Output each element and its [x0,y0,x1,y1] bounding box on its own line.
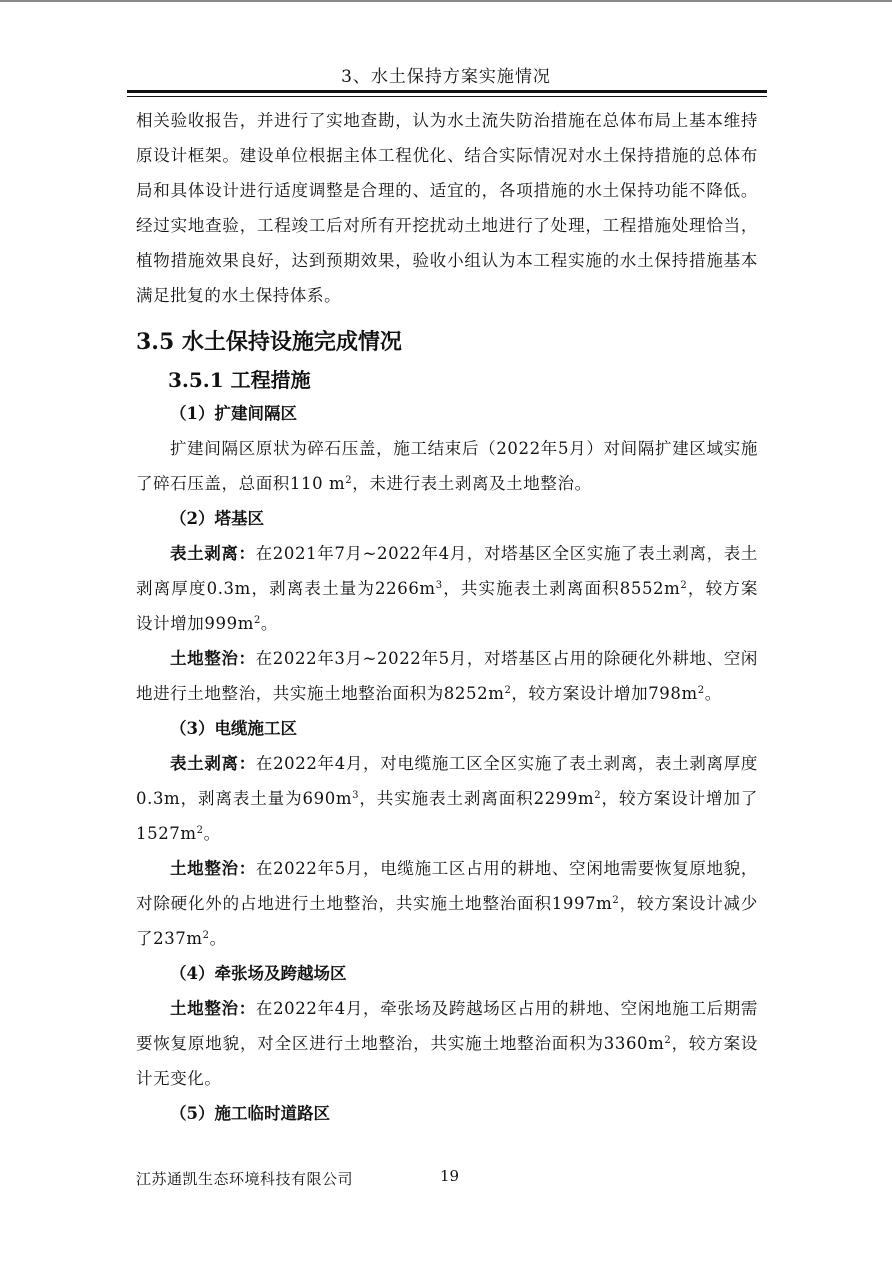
superscript: 2 [196,825,204,836]
cable-area-topsoil-paragraph [136,746,758,851]
item-heading-expansion-bay: （1）扩建间隔区 [170,404,297,423]
header-rule-thick [127,90,767,93]
intro-paragraph: 相关验收报告，并进行了实地查勘，认为水土流失防治措施在总体布局上基本维持原设计框架。建设单位根据主体工程优化、结合实际情况对水土保持措施的总体布局和具体设计进行适度调整是合理的、适宜的，各项措施的水土保持功能不降低。经过实地查验，工程竣工后对所有开挖扰动土地进行了处理，工程措施处理恰当，植物措施效果良好，达到预期效果，验收小组认为本工程实施的水土保持措施基本满足批复的水土保持体系。 [136,111,758,305]
header-rule-thin [127,96,767,97]
expansion-bay-paragraph [136,431,758,501]
superscript: 2 [504,685,512,696]
page-body [136,103,758,1131]
text-run: ，较方案设计增加了1527m [136,789,758,843]
lead-label: 土地整治： [170,999,256,1018]
superscript: 2 [594,790,602,801]
item-heading-tension-field: （4）牵张场及跨越场区 [170,964,347,983]
running-header-title: 3、水土保持方案实施情况 [341,67,551,87]
superscript: 3 [352,790,360,801]
text-run: 。 [704,684,722,703]
superscript: 2 [680,580,688,591]
text-run: ，共实施表土剥离面积2299m [359,789,595,808]
text-run: ，较方案设计增加999m [136,579,758,633]
superscript: 2 [345,475,353,486]
text-run: ，共实施表土剥离面积8552m [442,579,681,598]
text-run: 在2022年3月~2022年5月，对塔基区占用的除硬化外耕地、空闲地进行土地整治，共实施土地整治面积为8252m [136,649,759,703]
superscript: 2 [253,615,261,626]
text-run: 在2022年4月，牵张场及跨越场区占用的耕地、空闲地施工后期需要恢复原地貌，对全区进行土地整治，共实施土地整治面积为3360m [136,999,759,1053]
text-run: 在2021年7月~2022年4月，对塔基区全区实施了表土剥离，表土剥离厚度0.3m，剥离表土量为2266m [136,544,759,598]
superscript: 2 [612,895,620,906]
lead-label: 表土剥离： [170,754,256,773]
superscript: 2 [697,685,705,696]
text-run: ，较方案设计增加798m [511,684,698,703]
text-run: 。 [209,929,227,948]
superscript: 2 [664,1035,672,1046]
item-heading-cable-area: （3）电缆施工区 [170,719,297,738]
lead-label: 土地整治： [170,649,256,668]
text-run: 在2022年5月，电缆施工区占用的耕地、空闲地需要恢复原地貌，对除硬化外的占地进行土地整治，共实施土地整治面积1997m [136,859,759,913]
subsection-heading: 3.5.1 工程措施 [168,368,311,392]
page-top-border [0,0,892,2]
cable-area-land-paragraph [136,851,758,956]
text-run: 扩建间隔区原状为碎石压盖，施工结束后（2022年5月）对间隔扩建区域实施了碎石压盖，总面积110 m [136,439,758,493]
text-run: ，较方案设计无变化。 [136,1034,758,1088]
lead-label: 表土剥离： [170,544,256,563]
tower-base-topsoil-paragraph [136,536,758,641]
footer-company: 江苏通凯生态环境科技有限公司 [136,1170,354,1188]
text-run: ，未进行表土剥离及土地整治。 [352,474,592,493]
text-run: 。 [203,824,221,843]
item-heading-tower-base: （2）塔基区 [170,509,264,528]
lead-label: 土地整治： [170,859,256,878]
tower-base-land-paragraph [136,641,758,711]
superscript: 3 [435,580,443,591]
text-run: 在2022年4月，对电缆施工区全区实施了表土剥离，表土剥离厚度0.3m，剥离表土量为690m [136,754,759,808]
text-run: 。 [260,614,279,633]
text-run: ，较方案设计减少了237m [136,894,758,948]
item-heading-temp-road: （5）施工临时道路区 [170,1104,330,1123]
superscript: 2 [202,930,210,941]
section-heading: 3.5 水土保持设施完成情况 [136,329,402,355]
tension-field-land-paragraph [136,991,758,1096]
page-number: 19 [440,1167,460,1185]
